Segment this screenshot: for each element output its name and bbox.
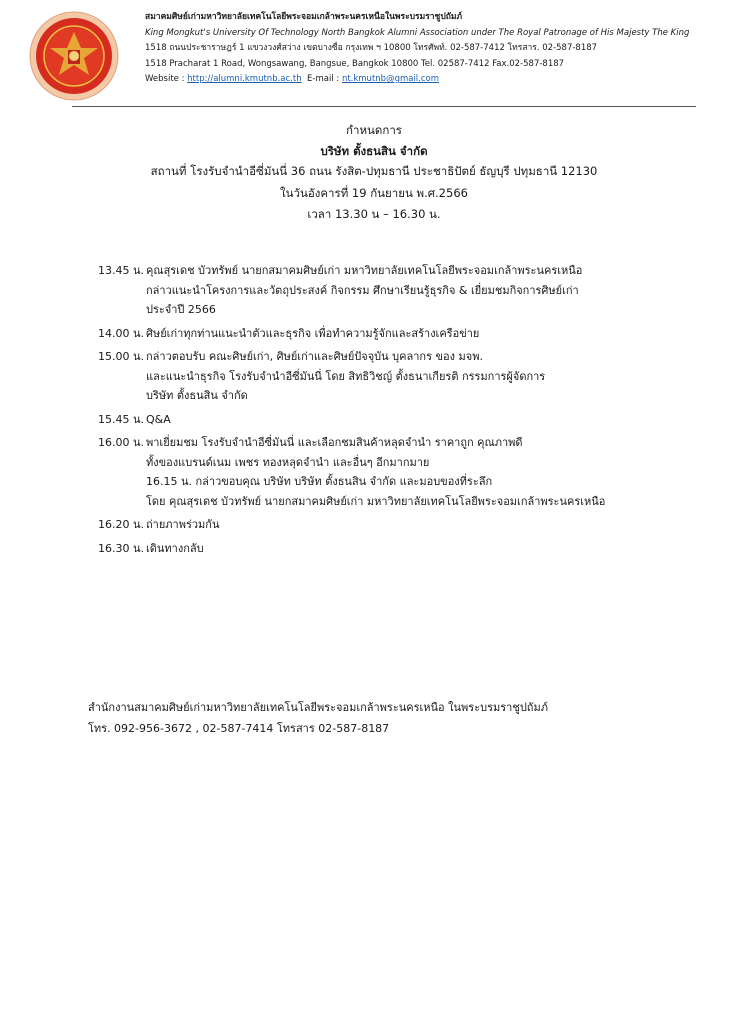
schedule-item xyxy=(98,515,738,535)
schedule-description-line: คุณสุรเดช บัวทรัพย์ นายกสมาคมศิษย์เก่า มหาวิทยาลัยเทคโนโลยีพระจอมเกล้าพระนครเหนือ xyxy=(146,264,583,277)
schedule-item xyxy=(98,347,738,406)
address-en: 1518 Pracharat 1 Road, Wongsawang, Bangsue, Bangkok 10800 Tel. 02587-7412 Fax.02-587-8187 xyxy=(145,58,565,69)
schedule-description-line: ประจำปี 2566 xyxy=(146,303,216,316)
schedule-description-line: และแนะนำธุรกิจ โรงรับจำนำอีซี่มันนี่ โดย สิทธิวิชญ์ ตั้งธนาเกียรติ กรรมการผู้จัดการ xyxy=(146,369,546,383)
schedule-description-line: เดินทางกลับ xyxy=(146,541,204,555)
schedule-time: 16.00 น. xyxy=(98,436,145,449)
schedule-time: 15.00 น. xyxy=(98,350,145,363)
address-th: 1518 ถนนประชาราษฎร์ 1 แขวงวงศ์สว่าง เขตบางซื่อ กรุงเทพ ฯ 10800 โทรศัพท์. 02-587-7412 โทรสาร. 02-587-8187 xyxy=(145,43,598,53)
schedule-description-line: ทั้งของแบรนด์เนม เพชร ทองหลุดจำนำ และอื่นๆ อีกมากมาย xyxy=(146,455,430,469)
schedule-item xyxy=(98,410,738,430)
email-link[interactable]: nt.kmutnb@gmail.com xyxy=(341,74,440,84)
company-name: บริษัท ตั้งธนสิน จำกัด xyxy=(320,144,428,158)
schedule-description-line: พาเยี่ยมชม โรงรับจำนำอีซี่มันนี่ และเลือกชมสินค้าหลุดจำนำ ราคาถูก คุณภาพดี xyxy=(146,436,523,449)
header-divider xyxy=(72,106,696,107)
event-time: เวลา 13.30 น – 16.30 น. xyxy=(307,207,441,221)
website-label: Website : xyxy=(145,74,188,84)
schedule-description-line: ศิษย์เก่าทุกท่านแนะนำตัวและธุรกิจ เพื่อทำความรู้จักและสร้างเครือข่าย xyxy=(146,326,480,340)
schedule-time: 15.45 น. xyxy=(98,412,145,426)
association-name-en: King Mongkut's University Of Technology North Bangkok Alumni Association under The Royal Patronage of His Majesty The King xyxy=(145,27,690,38)
footer-office: สำนักงานสมาคมศิษย์เก่ามหาวิทยาลัยเทคโนโลยีพระจอมเกล้าพระนครเหนือ ในพระบรมราชูปถัมภ์ xyxy=(88,701,548,714)
association-name-th: สมาคมศิษย์เก่ามหาวิทยาลัยเทคโนโลยีพระจอมเกล้าพระนครเหนือในพระบรมราชูปถัมภ์ xyxy=(145,12,463,22)
schedule-description-line: กล่าวตอบรับ คณะศิษย์เก่า, ศิษย์เก่าและศิษย์ปัจจุบัน บุคลากร ของ มจพ. xyxy=(146,350,483,363)
agenda-heading: กำหนดการ xyxy=(346,123,402,137)
schedule-description-line: บริษัท ตั้งธนสิน จำกัด xyxy=(146,389,248,402)
schedule-item xyxy=(98,324,738,344)
schedule-description-line: ถ่ายภาพร่วมกัน xyxy=(146,518,220,531)
schedule-item xyxy=(98,539,738,559)
schedule-description-line: 16.15 น. กล่าวขอบคุณ บริษัท บริษัท ตั้งธนสิน จำกัด และมอบของที่ระลึก xyxy=(146,475,493,488)
event-location: สถานที่ โรงรับจำนำอีซี่มันนี่ 36 ถนน รังสิต-ปทุมธานี ประชาธิปัตย์ ธัญบุรี ปทุมธานี 12130 xyxy=(150,164,598,178)
schedule-description-line: Q&A xyxy=(146,412,171,426)
footer-phones: โทร. 092-956-3672 , 02-587-7414 โทรสาร 02-587-8187 xyxy=(88,722,390,735)
schedule-list xyxy=(98,261,738,562)
schedule-time: 13.45 น. xyxy=(98,264,145,277)
email-label: E-mail : xyxy=(307,74,342,84)
website-link[interactable]: http://alumni.kmutnb.ac.th xyxy=(187,74,302,84)
alumni-association-seal-logo xyxy=(28,10,120,102)
schedule-item xyxy=(98,433,738,511)
schedule-time: 14.00 น. xyxy=(98,326,145,340)
event-date: ในวันอังคารที่ 19 กันยายน พ.ศ.2566 xyxy=(280,186,468,200)
schedule-time: 16.30 น. xyxy=(98,541,145,555)
letterhead xyxy=(145,10,745,88)
footer xyxy=(88,697,548,739)
schedule-description-line: กล่าวแนะนำโครงการและวัตถุประสงค์ กิจกรรม ศึกษาเรียนรู้ธุรกิจ & เยี่ยมชมกิจการศิษย์เก่า xyxy=(146,283,579,297)
schedule-description-line: โดย คุณสุรเดช บัวทรัพย์ นายกสมาคมศิษย์เก่า มหาวิทยาลัยเทคโนโลยีพระจอมเกล้าพระนครเหนือ xyxy=(146,494,606,508)
schedule-item xyxy=(98,261,738,320)
schedule-time: 16.20 น. xyxy=(98,518,145,531)
contact-line xyxy=(145,72,745,88)
